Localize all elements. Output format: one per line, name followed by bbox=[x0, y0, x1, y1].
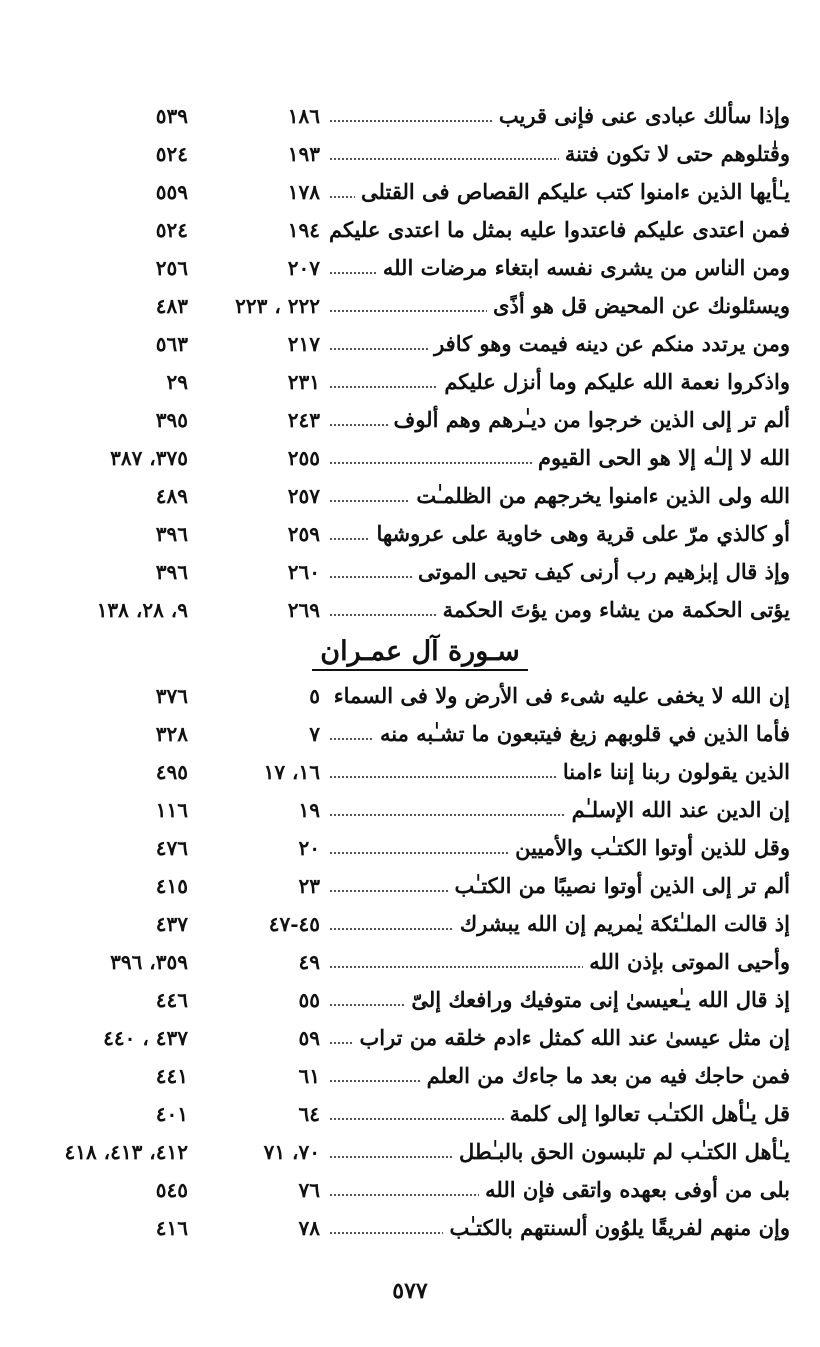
index-row bbox=[0, 1058, 820, 1096]
page-reference: ٤١٥ bbox=[155, 874, 188, 898]
page-reference: ٥٣٩ bbox=[155, 104, 188, 128]
verse-text: يؤتى الحكمة من يشاء ومن يؤتَ الحكمة bbox=[437, 596, 790, 624]
ayah-number: ١٩٣ bbox=[287, 142, 320, 166]
page-reference: ٥٦٣ bbox=[155, 332, 188, 356]
page-number: ٥٧٧ bbox=[392, 1278, 428, 1304]
index-row bbox=[0, 98, 820, 136]
page-reference: ٢٩ bbox=[166, 370, 188, 394]
index-row bbox=[0, 792, 820, 830]
index-row bbox=[0, 136, 820, 174]
ayah-number: ١٨٦ bbox=[287, 104, 320, 128]
index-row bbox=[0, 554, 820, 592]
page-reference: ٣٧٦ bbox=[155, 684, 188, 708]
index-row bbox=[0, 830, 820, 868]
ayah-number: ٤٥-٤٧ bbox=[268, 912, 320, 936]
verse-text: ومن الناس من يشرى نفسه ابتغاء مرضات الله bbox=[377, 254, 790, 282]
index-row bbox=[0, 402, 820, 440]
verse-text: وأحيى الموتى بإذن الله bbox=[583, 948, 790, 976]
page-reference: ٣٢٨ bbox=[155, 722, 188, 746]
section-aal-imran-entries bbox=[0, 678, 820, 1248]
page-reference: ٣٩٥ bbox=[155, 408, 188, 432]
verse-text: ألم تر إلى الذين خرجوا من ديـٰرهم وهم ألوف bbox=[388, 406, 790, 434]
verse-text: الله لا إلـٰه إلا هو الحى القيوم bbox=[532, 444, 790, 472]
page-reference: ٤٠١ bbox=[155, 1102, 188, 1126]
page-reference: ٥٥٩ bbox=[155, 180, 188, 204]
verse-text: وقل للذين أوتوا الكتـٰب والأميين bbox=[509, 834, 790, 862]
section-baqarah-entries bbox=[0, 98, 820, 630]
ayah-number: ٥٥ bbox=[298, 988, 320, 1012]
index-row bbox=[0, 326, 820, 364]
page-reference: ٤١٢، ٤١٣، ٤١٨ bbox=[64, 1140, 188, 1164]
ayah-number: ٢٥٩ bbox=[287, 522, 320, 546]
page-reference: ٤٨٩ bbox=[155, 484, 188, 508]
page-reference: ٢٥٦ bbox=[155, 256, 188, 280]
index-row bbox=[0, 1210, 820, 1248]
index-row bbox=[0, 868, 820, 906]
verse-text: قل يـٰأهل الكتـٰب تعالوا إلى كلمة bbox=[504, 1100, 790, 1128]
ayah-number: ٧٨ bbox=[298, 1216, 320, 1240]
verse-text: وقٰتلوهم حتى لا تكون فتنة bbox=[559, 140, 790, 168]
verse-text: ألم تر إلى الذين أوتوا نصيبًا من الكتـٰب bbox=[449, 872, 790, 900]
index-row bbox=[0, 754, 820, 792]
index-row bbox=[0, 364, 820, 402]
verse-text: الله ولى الذين ءامنوا يخرجهم من الظلمـٰت bbox=[410, 482, 790, 510]
ayah-number: ٢٥٥ bbox=[287, 446, 320, 470]
index-row bbox=[0, 440, 820, 478]
index-row bbox=[0, 174, 820, 212]
ayah-number: ٢٣١ bbox=[287, 370, 320, 394]
page-reference: ٣٧٥، ٣٨٧ bbox=[110, 446, 188, 470]
page-reference: ٥٤٥ bbox=[155, 1178, 188, 1202]
ayah-number: ٧٦ bbox=[298, 1178, 320, 1202]
verse-text: واذكروا نعمة الله عليكم وما أنزل عليكم bbox=[438, 368, 790, 396]
index-row bbox=[0, 678, 820, 716]
index-row bbox=[0, 1134, 820, 1172]
page-reference: ٩، ٢٨، ١٣٨ bbox=[96, 598, 188, 622]
verse-text: فأما الذين في قلوبهم زيغ فيتبعون ما تشـٰبه منه bbox=[374, 720, 790, 748]
verse-text: يـٰأيها الذين ءامنوا كتب عليكم القصاص فى القتلى bbox=[355, 178, 790, 206]
page-reference: ١١٦ bbox=[155, 798, 188, 822]
ayah-number: ٢٤٣ bbox=[287, 408, 320, 432]
page-reference: ٣٩٦ bbox=[155, 560, 188, 584]
surah-heading bbox=[0, 636, 820, 671]
index-row bbox=[0, 250, 820, 288]
verse-text: إن الدين عند الله الإسلـٰم bbox=[566, 796, 790, 824]
page-reference: ٤٣٧ bbox=[155, 912, 188, 936]
ayah-number: ٤٩ bbox=[298, 950, 320, 974]
index-row bbox=[0, 716, 820, 754]
index-row bbox=[0, 1020, 820, 1058]
ayah-number: ٦١ bbox=[298, 1064, 320, 1088]
ayah-number: ٧ bbox=[309, 722, 320, 746]
verse-text: إذ قالت الملـٰئكة يٰمريم إن الله يبشرك bbox=[454, 910, 790, 938]
ayah-number: ٢٥٧ bbox=[287, 484, 320, 508]
verse-text: فمن اعتدى عليكم فاعتدوا عليه بمثل ما اعتدى عليكم bbox=[323, 216, 790, 244]
ayah-number: ١٦، ١٧ bbox=[263, 760, 320, 784]
verse-text: ومن يرتدد منكم عن دينه فيمت وهو كافر bbox=[428, 330, 790, 358]
ayah-number: ٥٩ bbox=[298, 1026, 320, 1050]
page-reference: ٤٣٧ ، ٤٤٠ bbox=[103, 1026, 188, 1050]
surah-title: سـورة آل عمـران bbox=[312, 636, 527, 671]
page-reference: ٤٨٣ bbox=[155, 294, 188, 318]
page-reference: ٤٤٦ bbox=[155, 988, 188, 1012]
index-row bbox=[0, 516, 820, 554]
ayah-number: ٢٣ bbox=[298, 874, 320, 898]
ayah-number: ٢٦٠ bbox=[287, 560, 320, 584]
page-reference: ٤٤١ bbox=[155, 1064, 188, 1088]
index-row bbox=[0, 1172, 820, 1210]
ayah-number: ٢٢٢ ، ٢٢٣ bbox=[235, 294, 320, 318]
ayah-number: ٥ bbox=[309, 684, 320, 708]
index-row bbox=[0, 906, 820, 944]
index-row bbox=[0, 478, 820, 516]
verse-text: إن مثل عيسىٰ عند الله كمثل ءادم خلقه من تراب bbox=[353, 1024, 790, 1052]
page-reference: ٣٩٦ bbox=[155, 522, 188, 546]
page-reference: ٤٧٦ bbox=[155, 836, 188, 860]
ayah-number: ١٩٤ bbox=[287, 218, 320, 242]
verse-text: وإن منهم لفريقًا يلوُون ألسنتهم بالكتـٰب bbox=[443, 1214, 790, 1242]
ayah-number: ٢١٧ bbox=[287, 332, 320, 356]
verse-text: فمن حاجك فيه من بعد ما جاءك من العلم bbox=[421, 1062, 790, 1090]
verse-text: وإذ قال إبرٰهيم رب أرنى كيف تحيى الموتى bbox=[412, 558, 790, 586]
verse-text: بلى من أوفى بعهده واتقى فإن الله bbox=[479, 1176, 790, 1204]
ayah-number: ٢٦٩ bbox=[287, 598, 320, 622]
page-reference: ٥٢٤ bbox=[155, 142, 188, 166]
verse-text: ويسئلونك عن المحيض قل هو أذًى bbox=[487, 292, 790, 320]
page-reference: ٥٢٤ bbox=[155, 218, 188, 242]
verse-text: أو كالذي مرّ على قرية وهى خاوية على عروشها bbox=[370, 520, 790, 548]
verse-text: إن الله لا يخفى عليه شىء فى الأرض ولا فى السماء bbox=[328, 682, 790, 710]
index-row bbox=[0, 1096, 820, 1134]
verse-text: إذ قال الله يـٰعيسىٰ إنى متوفيك ورافعك إلىّ bbox=[405, 986, 790, 1014]
verse-text: وإذا سألك عبادى عنى فإنى قريب bbox=[493, 102, 790, 130]
verse-text: يـٰأهل الكتـٰب لم تلبسون الحق بالبـٰطل bbox=[453, 1138, 790, 1166]
index-row bbox=[0, 944, 820, 982]
ayah-number: ٢٠ bbox=[298, 836, 320, 860]
ayah-number: ٦٤ bbox=[298, 1102, 320, 1126]
index-row bbox=[0, 288, 820, 326]
index-row bbox=[0, 592, 820, 630]
index-row bbox=[0, 982, 820, 1020]
verse-text: الذين يقولون ربنا إننا ءامنا bbox=[557, 758, 790, 786]
page-reference: ٤٩٥ bbox=[155, 760, 188, 784]
page-reference: ٣٥٩، ٣٩٦ bbox=[110, 950, 188, 974]
index-row bbox=[0, 212, 820, 250]
ayah-number: ١٧٨ bbox=[287, 180, 320, 204]
ayah-number: ٢٠٧ bbox=[287, 256, 320, 280]
ayah-number: ١٩ bbox=[298, 798, 320, 822]
page-reference: ٤١٦ bbox=[155, 1216, 188, 1240]
ayah-number: ٧٠، ٧١ bbox=[263, 1140, 320, 1164]
